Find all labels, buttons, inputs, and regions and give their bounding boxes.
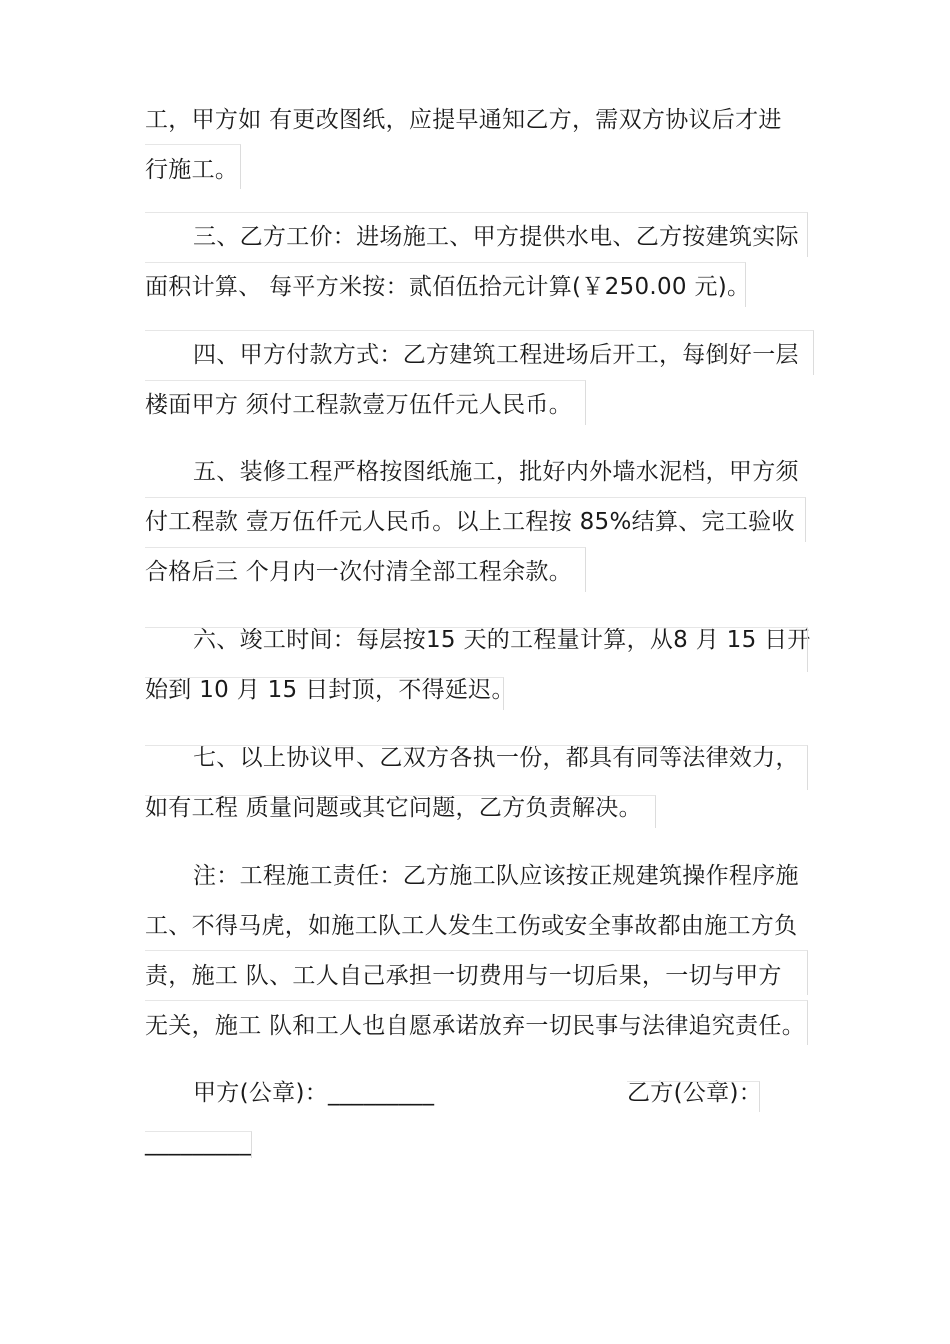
paragraph-line: 楼面甲方 须付工程款壹万伍仟元人民币。 [145, 392, 573, 418]
paragraph-line: 三、乙方工价：进场施工、甲方提供水电、乙方按建筑实际 [193, 224, 799, 250]
text-frame-marker [145, 1131, 252, 1158]
party-a-label: 甲方(公章)： [193, 1080, 329, 1106]
signature-party-a [193, 1067, 434, 1119]
text-frame-marker [145, 677, 504, 710]
paragraph-line: 注：工程施工责任：乙方施工队应该按正规建筑操作程序施 [193, 863, 799, 889]
paragraph-line: 合格后三 个月内一次付清全部工程余款。 [145, 559, 573, 585]
party-a-signature-blank: _________ [328, 1080, 435, 1106]
paragraph-line: 付工程款 壹万伍仟元人民币。以上工程按 85%结算、完工验收 [145, 509, 795, 535]
text-frame-marker [145, 950, 808, 995]
paragraph-line: 四、甲方付款方式：乙方建筑工程进场后开工，每倒好一层 [193, 342, 799, 368]
text-frame-marker [145, 330, 814, 375]
text-frame-marker [145, 1000, 808, 1045]
paragraph-line: 始到 10 月 15 日封顶，不得延迟。 [145, 677, 515, 703]
text-frame-marker [145, 262, 746, 307]
paragraph-line: 工、不得马虎，如施工队工人发生工伤或安全事故都由施工方负 [145, 913, 798, 939]
party-b-signature-blank: _________ [145, 1130, 252, 1156]
text-frame-marker [145, 212, 808, 257]
paragraph-line: 无关，施工 队和工人也自愿承诺放弃一切民事与法律追究责任。 [145, 1013, 806, 1039]
text-frame-marker [145, 627, 808, 672]
party-b-label: 乙方(公章)： [627, 1080, 763, 1106]
text-frame-marker [145, 547, 586, 592]
paragraph-line: 七、以上协议甲、乙双方各执一份，都具有同等法律效力， [193, 745, 799, 771]
paragraph-line: 行施工。 [145, 157, 239, 183]
text-frame-marker [145, 497, 806, 542]
text-frame-marker [145, 380, 586, 425]
paragraph-line: 责，施工 队、工人自己承担一切费用与一切后果，一切与甲方 [145, 963, 782, 989]
paragraph-line: 面积计算、 每平方米按：贰佰伍拾元计算(￥250.00 元)。 [145, 274, 751, 300]
text-frame-marker [145, 795, 656, 828]
text-frame-marker [145, 144, 241, 189]
paragraph-line: 如有工程 质量问题或其它问题，乙方负责解决。 [145, 795, 642, 821]
paragraph-line: 六、竣工时间：每层按15 天的工程量计算，从8 月 15 日开 [193, 627, 811, 653]
paragraph-line: 五、装修工程严格按图纸施工，批好内外墙水泥档，甲方须 [193, 459, 799, 485]
text-frame-marker [145, 745, 808, 790]
text-frame-marker [627, 1081, 760, 1112]
paragraph-line: 工，甲方如 有更改图纸，应提早通知乙方，需双方协议后才进 [145, 107, 782, 133]
